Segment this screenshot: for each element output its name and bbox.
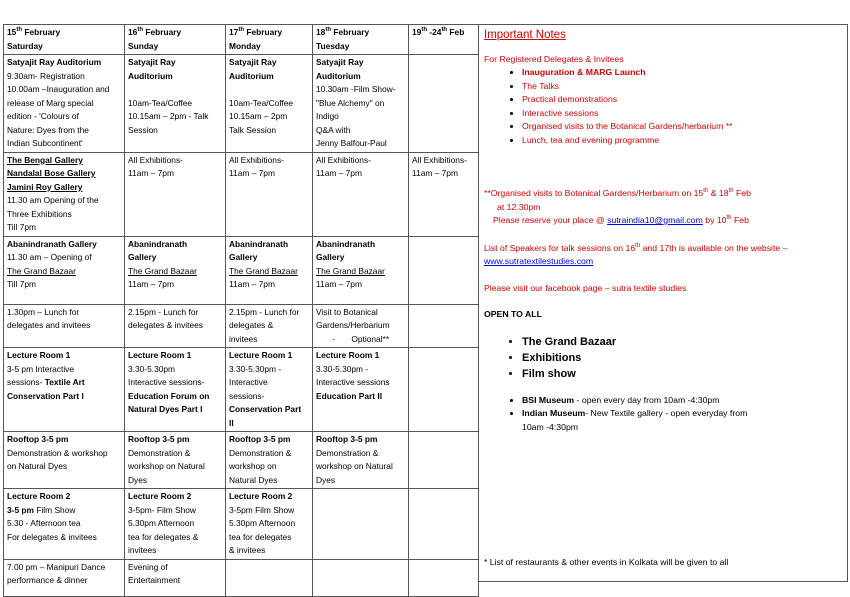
cell-r2-c4: All Exhibitions- 11am – 7pm bbox=[313, 152, 409, 236]
botanical-visit-note: **Organised visits to Botanical Gardens/Herbarium on 15th & 18th Feb at 12.30pm Please reserve your place @ sutraindia10@gmail.com by 10th Feb bbox=[484, 188, 751, 225]
cell-r1-c5 bbox=[409, 55, 479, 153]
speakers-note: List of Speakers for talk sessions on 16th and 17th is available on the website – www.sutratextilestudies.com bbox=[484, 242, 788, 266]
list-item: • Indian Museum- New Textile gallery - open everyday from 10am -4:30pm bbox=[522, 407, 847, 434]
row-lecture-room-1 bbox=[4, 348, 479, 432]
cell-r3-c4: Abanindranath Gallery The Grand Bazaar 11am – 7pm bbox=[313, 236, 409, 304]
registered-list bbox=[484, 66, 847, 147]
cell-r7-c5 bbox=[409, 489, 479, 560]
museum-list bbox=[484, 394, 847, 435]
header-day-5: 19th -24th Feb bbox=[409, 25, 479, 55]
cell-r5-c3: Lecture Room 1 3.30-5.30pm - Interactive sessions- Conservation Part II bbox=[226, 348, 313, 432]
cell-r3-c1: Abanindranath Gallery 11.30 am – Opening of The Grand Bazaar Till 7pm bbox=[4, 236, 125, 304]
email-link[interactable]: sutraindia10@gmail.com bbox=[607, 215, 703, 225]
row-grand-bazaar bbox=[4, 236, 479, 304]
cell-r1-c3: Satyajit Ray Auditorium 10am-Tea/Coffee 10.15am – 2pm Talk Session bbox=[226, 55, 313, 153]
important-notes-panel bbox=[478, 24, 848, 582]
row-lecture-room-2 bbox=[4, 489, 479, 560]
open-to-all-list bbox=[484, 334, 847, 382]
cell-r3-c2: Abanindranath Gallery The Grand Bazaar 11am – 7pm bbox=[125, 236, 226, 304]
cell-r1-c4: Satyajit Ray Auditorium 10.30am -Film Show- "Blue Alchemy" on Indigo Q&A with Jenny Balfour-Paul bbox=[313, 55, 409, 153]
cell-r6-c3: Rooftop 3-5 pm Demonstration & workshop on Natural Dyes bbox=[226, 432, 313, 489]
header-day-3: 17th February Monday bbox=[226, 25, 313, 55]
cell-r4-c4: Visit to Botanical Gardens/Herbarium - Optional** bbox=[313, 304, 409, 348]
cell-r7-c2: Lecture Room 2 3-5pm- Film Show 5.30pm Afternoon tea for delegates & invitees bbox=[125, 489, 226, 560]
cell-r7-c4 bbox=[313, 489, 409, 560]
list-item: • The Grand Bazaar bbox=[522, 334, 847, 350]
cell-r5-c2: Lecture Room 1 3.30-5.30pm Interactive sessions- Education Forum on Natural Dyes Part I bbox=[125, 348, 226, 432]
cell-r5-c1: Lecture Room 1 3-5 pm Interactive sessions- Textile Art Conservation Part I bbox=[4, 348, 125, 432]
cell-r6-c5 bbox=[409, 432, 479, 489]
cell-r7-c3: Lecture Room 2 3-5pm Film Show 5.30pm Afternoon tea for delegates & invitees bbox=[226, 489, 313, 560]
list-item: • The Talks bbox=[522, 80, 847, 94]
row-rooftop bbox=[4, 432, 479, 489]
cell-r3-c5 bbox=[409, 236, 479, 304]
list-item: • Organised visits to the Botanical Gardens/herbarium ** bbox=[522, 120, 847, 134]
cell-r6-c4: Rooftop 3-5 pm Demonstration & workshop on Natural Dyes bbox=[313, 432, 409, 489]
row-auditorium bbox=[4, 55, 479, 153]
header-row bbox=[4, 25, 479, 55]
cell-r5-c5 bbox=[409, 348, 479, 432]
cell-r4-c1: 1.30pm – Lunch for delegates and invitees bbox=[4, 304, 125, 348]
list-item: • Inauguration & MARG Launch bbox=[522, 66, 847, 80]
cell-r8-c1: 7.00 pm – Manipuri Dance performance & dinner bbox=[4, 559, 125, 596]
row-evening bbox=[4, 559, 479, 596]
cell-r5-c4: Lecture Room 1 3.30-5.30pm - Interactive sessions Education Part II bbox=[313, 348, 409, 432]
cell-r1-c1: Satyajit Ray Auditorium 9.30am- Registration 10.00am –Inauguration and release of Marg special edition - 'Colours of Nature: Dyes from the Indian Subcontinent' bbox=[4, 55, 125, 153]
registered-heading: For Registered Delegates & Invitees bbox=[484, 53, 624, 64]
cell-r6-c2: Rooftop 3-5 pm Demonstration & workshop on Natural Dyes bbox=[125, 432, 226, 489]
footnote: * List of restaurants & other events in Kolkata will be given to all bbox=[484, 557, 729, 567]
cell-r2-c5: All Exhibitions- 11am – 7pm bbox=[409, 152, 479, 236]
schedule-table bbox=[3, 24, 479, 597]
cell-r8-c3 bbox=[226, 559, 313, 596]
cell-r8-c2: Evening of Entertainment bbox=[125, 559, 226, 596]
cell-r8-c4 bbox=[313, 559, 409, 596]
list-item: • Practical demonstrations bbox=[522, 93, 847, 107]
row-lunch bbox=[4, 304, 479, 348]
cell-r8-c5 bbox=[409, 559, 479, 596]
cell-r3-c3: Abanindranath Gallery The Grand Bazaar 11am – 7pm bbox=[226, 236, 313, 304]
website-link[interactable]: www.sutratextilestudies.com bbox=[484, 256, 594, 266]
list-item: • Lunch, tea and evening programme bbox=[522, 134, 847, 148]
cell-r1-c2: Satyajit Ray Auditorium 10am-Tea/Coffee 10.15am – 2pm - Talk Session bbox=[125, 55, 226, 153]
cell-r7-c1: Lecture Room 2 3-5 pm Film Show 5.30 - Afternoon tea For delegates & invitees bbox=[4, 489, 125, 560]
notes-title: Important Notes bbox=[484, 29, 566, 41]
cell-r2-c1: The Bengal Gallery Nandalal Bose Gallery Jamini Roy Gallery 11.30 am Opening of the Three Exhibitions Till 7pm bbox=[4, 152, 125, 236]
list-item: • Film show bbox=[522, 366, 847, 382]
row-exhibitions bbox=[4, 152, 479, 236]
header-day-1: 15th February Saturday bbox=[4, 25, 125, 55]
header-day-2: 16th February Sunday bbox=[125, 25, 226, 55]
cell-r4-c3: 2.15pm - Lunch for delegates & invitees bbox=[226, 304, 313, 348]
cell-r2-c2: All Exhibitions- 11am – 7pm bbox=[125, 152, 226, 236]
header-day-4: 18th February Tuesday bbox=[313, 25, 409, 55]
cell-r2-c3: All Exhibitions- 11am – 7pm bbox=[226, 152, 313, 236]
cell-r4-c5 bbox=[409, 304, 479, 348]
cell-r4-c2: 2.15pm - Lunch for delegates & invitees bbox=[125, 304, 226, 348]
open-to-all-heading: OPEN TO ALL bbox=[484, 309, 542, 319]
list-item: • Exhibitions bbox=[522, 350, 847, 366]
facebook-note: Please visit our facebook page – sutra textile studies bbox=[484, 282, 687, 293]
list-item: • BSI Museum - open every day from 10am -4:30pm bbox=[522, 394, 847, 408]
list-item: • Interactive sessions bbox=[522, 107, 847, 121]
cell-r6-c1: Rooftop 3-5 pm Demonstration & workshop on Natural Dyes bbox=[4, 432, 125, 489]
